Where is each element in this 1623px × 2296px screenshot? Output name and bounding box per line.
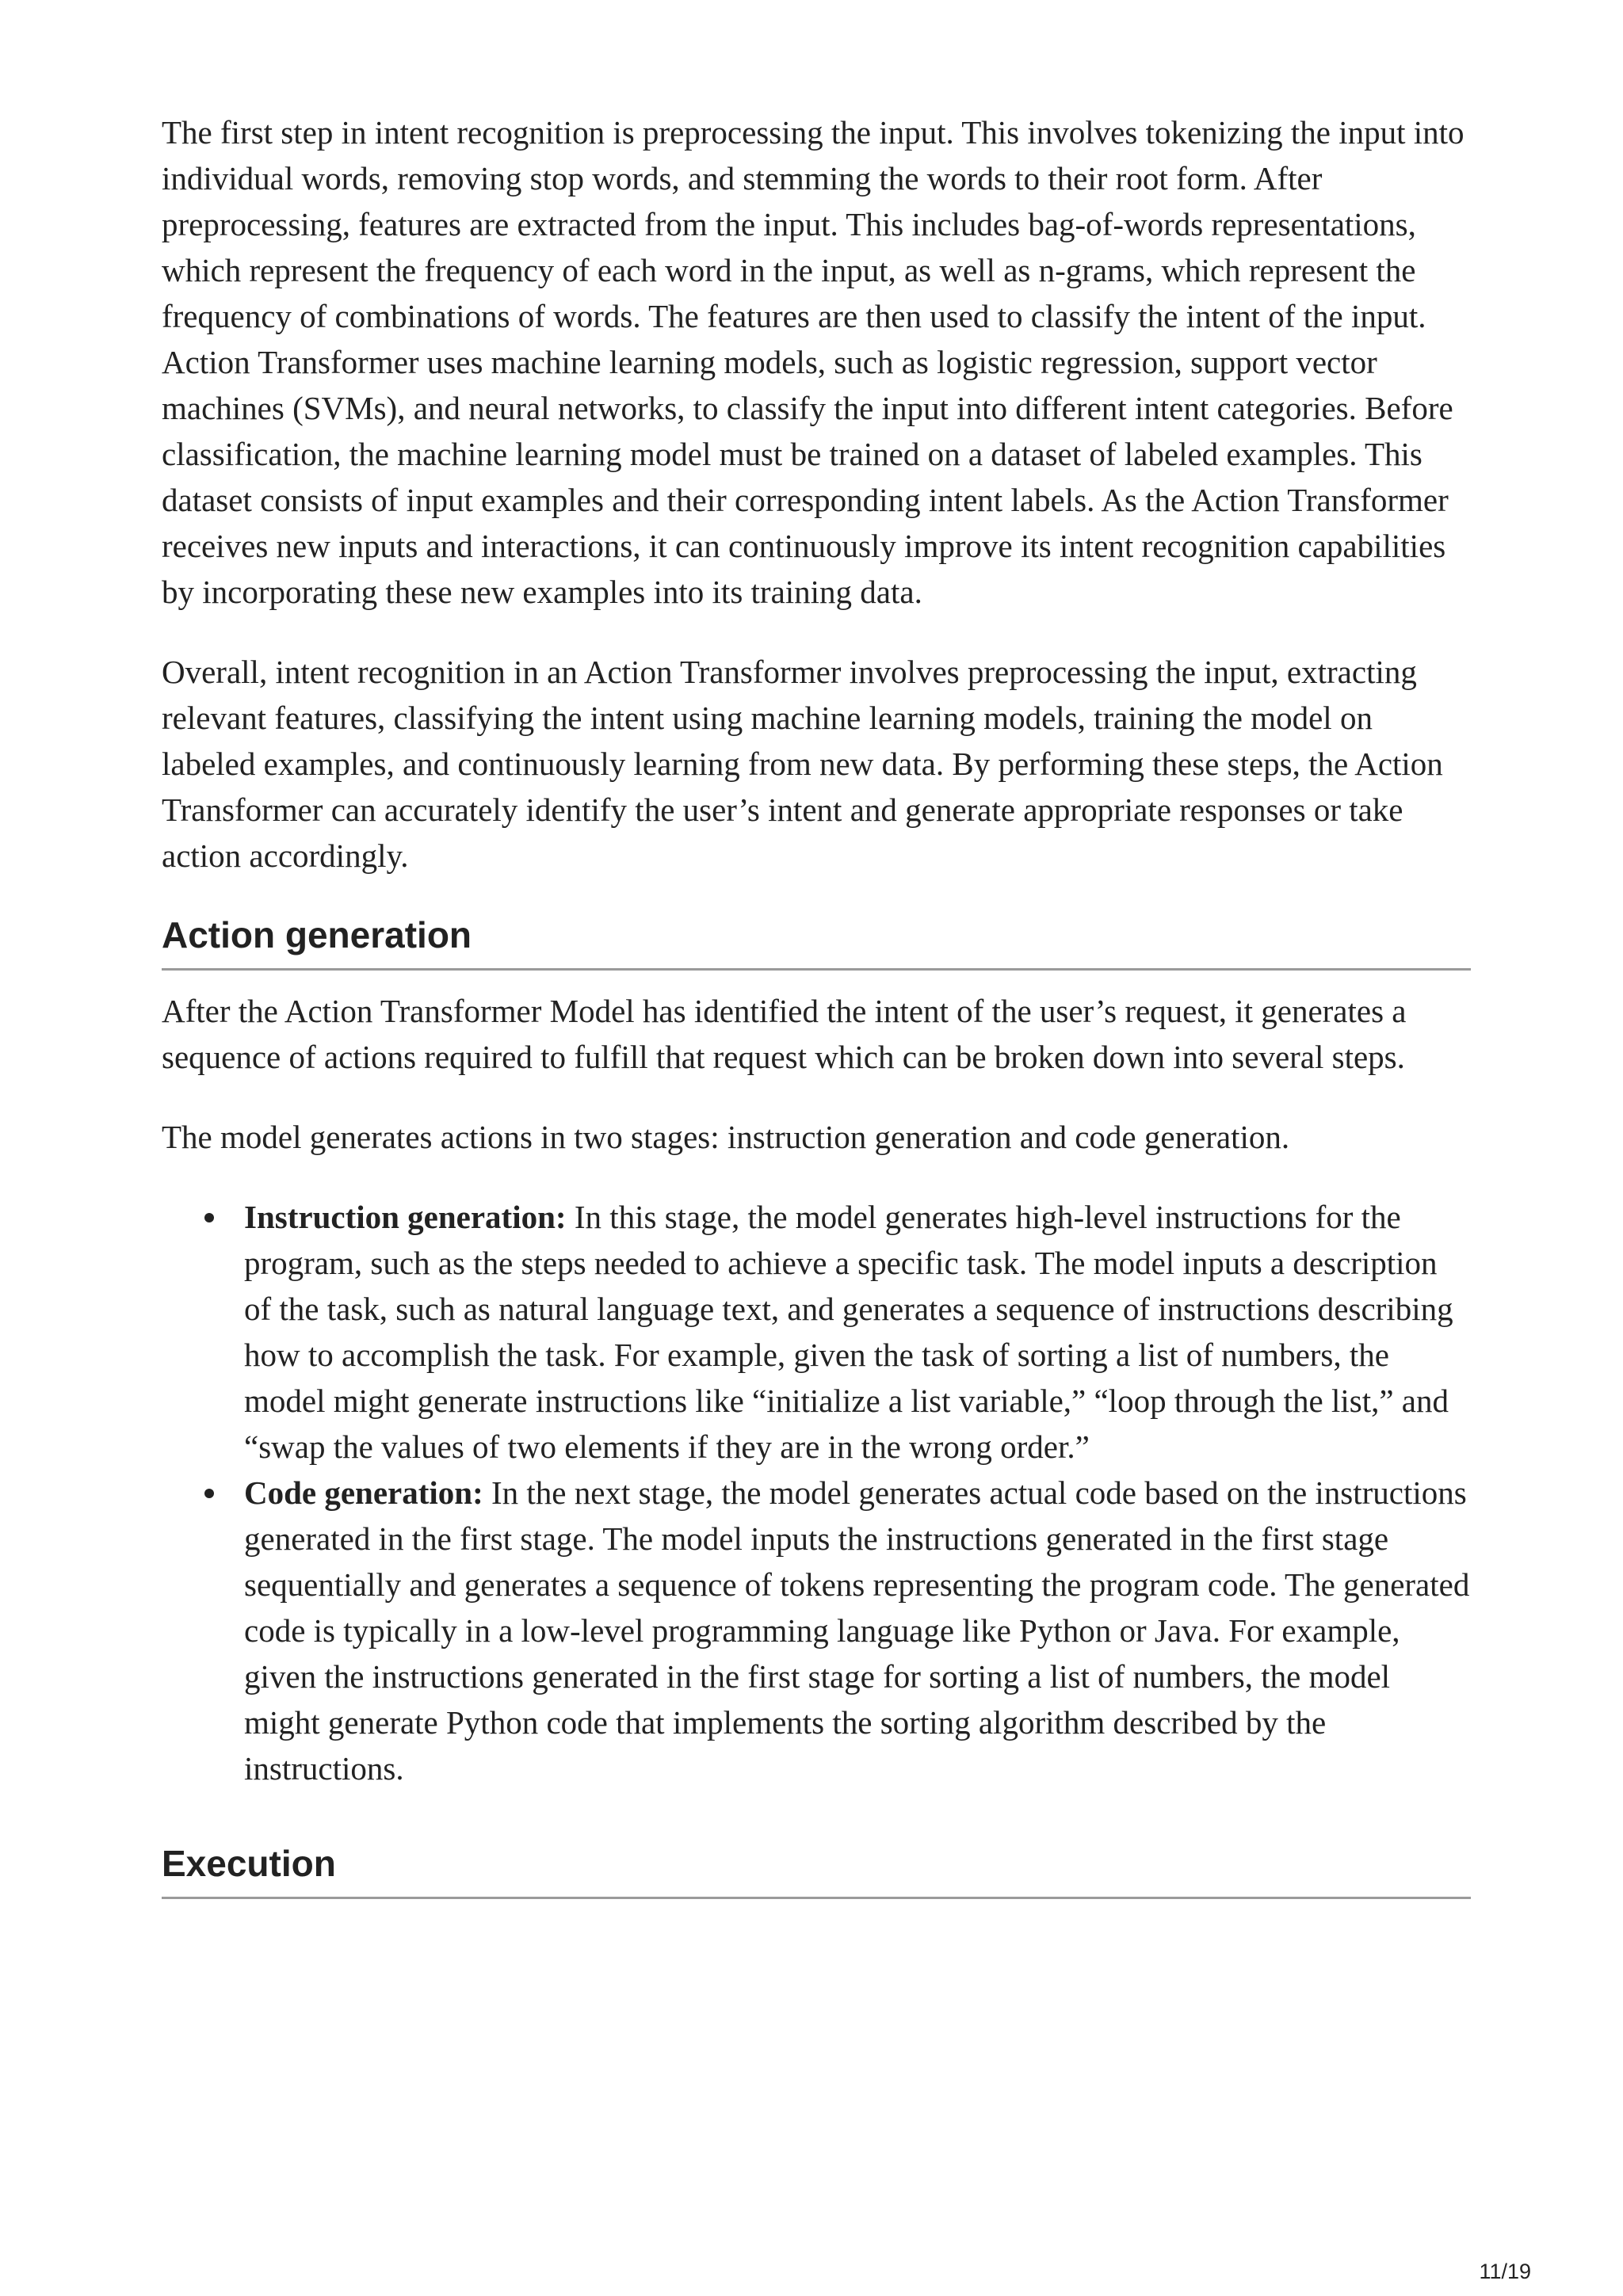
page-number: 11/19 — [1479, 2260, 1531, 2283]
heading-execution: Execution — [162, 1841, 1471, 1899]
paragraph-intent-recognition-steps: The first step in intent recognition is preprocessing the input. This involves tokenizing the input into individual words, removing stop words, and stemming the words to their root form. After preprocessing, features are extracted from the input. This includes bag-of-words representations, which represent the frequency of each word in the input, as well as n-grams, which represent the frequency of combinations of words. The features are then used to classify the intent of the input. Action Transformer uses machine learning models, such as logistic regression, support vector machines (SVMs), and neural networks, to classify the input into different intent categories. Before classification, the machine learning model must be trained on a dataset of labeled examples. This dataset consists of input examples and their corresponding intent labels. As the Action Transformer receives new inputs and interactions, it can continuously improve its intent recognition capabilities by incorporating these new examples into its training data. — [162, 114, 1465, 610]
paragraph-two-stages: The model generates actions in two stages: instruction generation and code generation. — [162, 1119, 1290, 1155]
term-instruction-generation: Instruction generation: — [244, 1199, 567, 1235]
document-page — [162, 109, 1471, 1899]
stages-list — [162, 1194, 1471, 1791]
bullet-icon — [204, 1489, 214, 1498]
term-code-generation: Code generation: — [244, 1474, 483, 1511]
paragraph-intent-recognition-summary: Overall, intent recognition in an Action Transformer involves preprocessing the input, extracting relevant features, classifying the intent using machine learning models, training the model on labeled examples, and continuously learning from new data. By performing these steps, the Action Transformer can accurately identify the user’s intent and generate appropriate responses or take action accordingly. — [162, 654, 1443, 874]
spacer — [162, 1791, 1471, 1825]
heading-action-generation: Action generation — [162, 913, 1471, 971]
list-item-code-generation — [244, 1470, 1471, 1791]
text-code-generation: In the next stage, the model generates actual code based on the instructions generated in the first stage. The model inputs the instructions generated in the first stage sequentially and generates a sequence of tokens representing the program code. The generated code is typically in a low-level programming language like Python or Java. For example, given the instructions generated in the first stage for sorting a list of numbers, the model might generate Python code that implements the sorting algorithm described by the instructions. — [244, 1474, 1470, 1787]
list-item-instruction-generation — [244, 1194, 1471, 1470]
bullet-icon — [204, 1213, 214, 1222]
text-instruction-generation: In this stage, the model generates high-level instructions for the program, such as the steps needed to achieve a specific task. The model inputs a description of the task, such as natural language text, and generates a sequence of instructions describing how to accomplish the task. For example, given the task of sorting a list of numbers, the model might generate instructions like “initialize a list variable,” “loop through the list,” and “swap the values of two elements if they are in the wrong order.” — [244, 1199, 1453, 1465]
paragraph-action-generation-intro: After the Action Transformer Model has identified the intent of the user’s request, it generates a sequence of actions required to fulfill that request which can be broken down into several steps. — [162, 993, 1407, 1075]
